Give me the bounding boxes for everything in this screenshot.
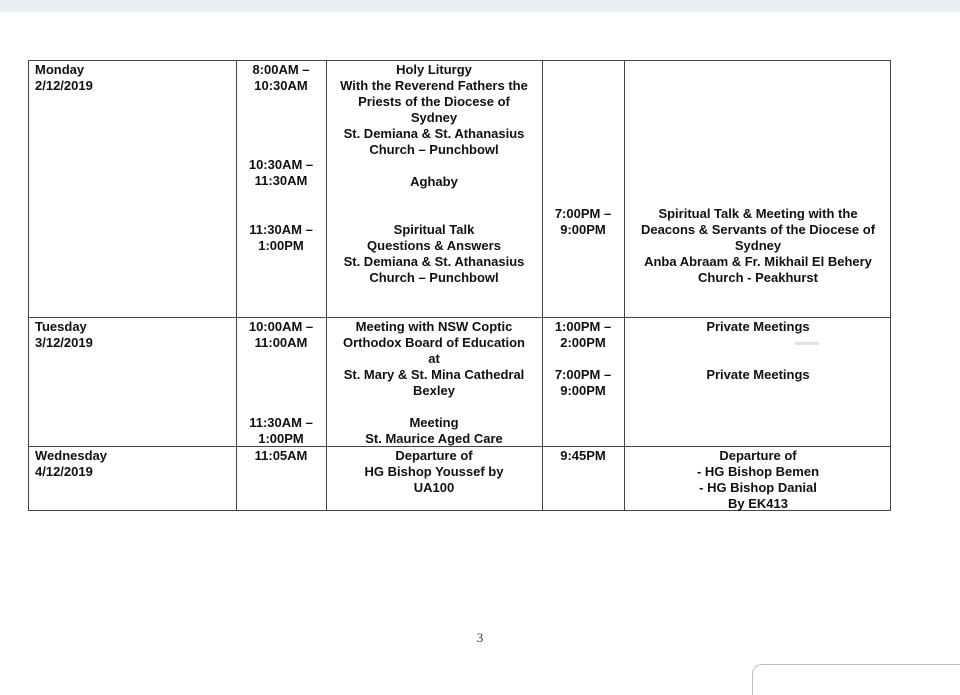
time-text: 1:00PM –: [554, 319, 612, 334]
event-text: Bexley: [413, 383, 455, 398]
time-text: 9:00PM: [560, 222, 606, 237]
event-text: Church - Peakhurst: [698, 270, 818, 285]
time-text: 11:30AM –: [249, 415, 313, 430]
event-text: Questions & Answers: [367, 238, 501, 253]
event-text: UA100: [413, 480, 455, 495]
event-text: Meeting: [409, 415, 459, 430]
time-cell: [542, 319, 624, 351]
time-text: 9:45PM: [560, 448, 606, 463]
viewer-corner-overlay: [752, 664, 960, 695]
event-cell: [624, 367, 892, 383]
date-label: 3/12/2019: [35, 335, 93, 350]
event-text: Spiritual Talk & Meeting with the: [658, 206, 858, 221]
time-text: 1:00PM: [258, 238, 304, 253]
time-text: 8:00AM –: [252, 62, 310, 77]
time-text: 7:00PM –: [554, 206, 612, 221]
event-text: St. Maurice Aged Care: [365, 431, 503, 446]
time-cell: [236, 62, 326, 94]
event-text: Priests of the Diocese of: [358, 94, 510, 109]
time-cell: [542, 206, 624, 238]
time-cell: [542, 367, 624, 399]
event-text: - HG Bishop Danial: [699, 480, 817, 495]
scan-smudge: [795, 342, 819, 345]
event-text: Departure of: [719, 448, 797, 463]
event-text: HG Bishop Youssef by: [364, 464, 504, 479]
event-text: Deacons & Servants of the Diocese of: [640, 222, 876, 237]
time-cell: [236, 222, 326, 254]
page-number: 3: [476, 630, 484, 645]
day-cell: [35, 319, 230, 351]
day-label: Wednesday: [35, 448, 108, 463]
event-cell: [624, 319, 892, 335]
event-text: Aghaby: [410, 174, 458, 189]
day-label: Monday: [35, 62, 85, 77]
event-text: With the Reverend Fathers the: [340, 78, 528, 93]
event-text: Orthodox Board of Education: [343, 335, 525, 350]
day-cell: [35, 448, 230, 480]
event-text: - HG Bishop Bemen: [696, 464, 820, 479]
date-label: 2/12/2019: [35, 78, 93, 93]
column-divider: [542, 61, 543, 510]
event-text: Sydney: [410, 110, 458, 125]
event-cell: [326, 415, 542, 447]
schedule-table: [28, 60, 891, 511]
date-label: 4/12/2019: [35, 464, 93, 479]
time-text: 9:00PM: [560, 383, 606, 398]
event-cell: [326, 62, 542, 158]
event-text: By EK413: [728, 496, 788, 511]
time-text: 7:00PM –: [554, 367, 612, 382]
event-text: Sydney: [734, 238, 782, 253]
day-cell: [35, 62, 230, 94]
time-text: 2:00PM: [560, 335, 606, 350]
time-cell: [542, 448, 624, 464]
event-text: Holy Liturgy: [396, 62, 472, 77]
event-text: at: [428, 351, 440, 366]
time-cell: [236, 319, 326, 351]
event-text: St. Demiana & St. Athanasius: [343, 254, 525, 269]
event-cell: [326, 319, 542, 399]
event-text: Private Meetings: [706, 367, 810, 382]
event-cell: [326, 448, 542, 496]
event-text: Departure of: [395, 448, 473, 463]
time-text: 10:00AM –: [248, 319, 314, 334]
event-text: Anba Abraam & Fr. Mikhail El Behery: [644, 254, 872, 269]
viewer-top-bar: [0, 0, 960, 12]
time-cell: [236, 448, 326, 464]
time-text: 10:30AM –: [248, 157, 314, 172]
day-label: Tuesday: [35, 319, 87, 334]
event-cell: [326, 222, 542, 286]
row-divider: [29, 317, 890, 318]
event-cell: [326, 174, 542, 190]
time-cell: [236, 157, 326, 189]
time-text: 11:05AM: [254, 448, 308, 463]
time-text: 11:00AM: [254, 335, 308, 350]
time-text: 1:00PM: [258, 431, 304, 446]
event-text: St. Mary & St. Mina Cathedral: [343, 367, 525, 382]
time-cell: [236, 415, 326, 447]
event-text: Church – Punchbowl: [369, 142, 499, 157]
time-text: 11:30AM: [254, 173, 308, 188]
event-text: Private Meetings: [706, 319, 810, 334]
event-cell: [624, 448, 892, 512]
time-text: 10:30AM: [254, 78, 308, 93]
event-text: Meeting with NSW Coptic: [355, 319, 513, 334]
event-text: Spiritual Talk: [393, 222, 475, 237]
event-text: Church – Punchbowl: [369, 270, 499, 285]
event-text: St. Demiana & St. Athanasius: [343, 126, 525, 141]
event-cell: [624, 206, 892, 286]
time-text: 11:30AM –: [249, 222, 313, 237]
